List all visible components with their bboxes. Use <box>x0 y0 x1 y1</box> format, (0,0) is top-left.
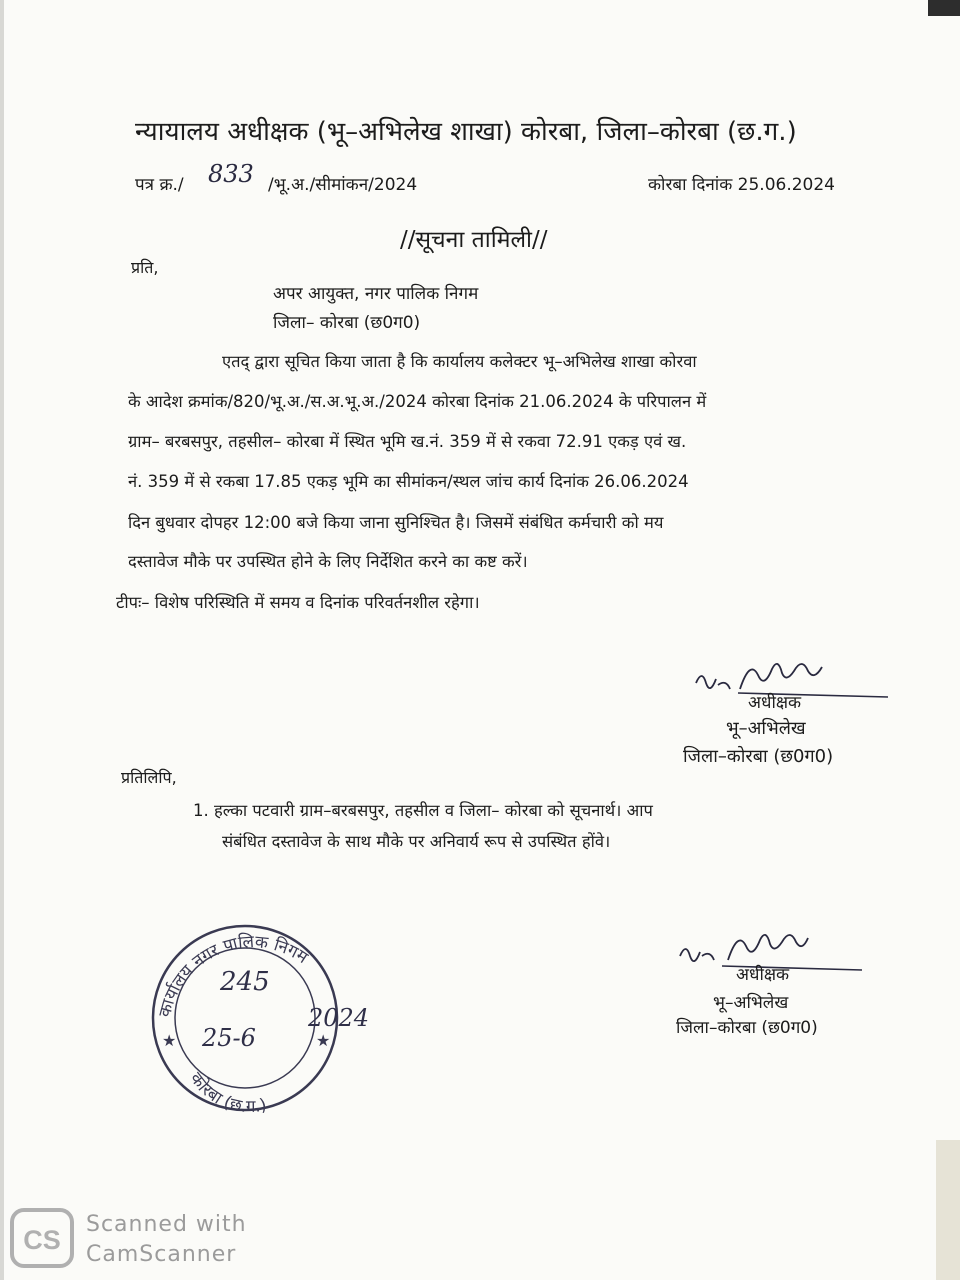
copy-to-line-2: संबंधित दस्तावेज के साथ मौके पर अनिवार्य रूप से उपस्थित होंवे। <box>222 832 611 851</box>
svg-text:कोरबा (छ.ग.): कोरबा (छ.ग.) <box>185 1068 269 1117</box>
copy-to-label: प्रतिलिपि, <box>121 768 177 787</box>
to-label: प्रति, <box>131 258 159 277</box>
note-line: टीपः– विशेष परिस्थिति में समय व दिनांक परिवर्तनशील रहेगा। <box>116 593 480 612</box>
office-heading: न्यायालय अधीक्षक (भू–अभिलेख शाखा) कोरबा, जिला–कोरबा (छ.ग.) <box>135 117 797 147</box>
scan-corner-shadow <box>928 0 960 16</box>
notice-title: //सूचना तामिली// <box>400 227 548 253</box>
signatory-district: जिला–कोरबा (छ0ग0) <box>683 746 834 767</box>
signatory-department: भू–अभिलेख <box>713 993 789 1013</box>
body-line: एतद् द्वारा सूचित किया जाता है कि कार्यालय कलेक्टर भू–अभिलेख शाखा कोरवा <box>222 352 697 371</box>
body-line: ग्राम– बरबसपुर, तहसील– कोरबा में स्थित भूमि ख.नं. 359 में से रकवा 72.91 एकड़ एवं ख. <box>128 432 687 451</box>
signatory-title: अधीक्षक <box>748 693 802 713</box>
svg-text:★: ★ <box>162 1031 177 1050</box>
body-line: के आदेश क्रमांक/820/भू.अ./स.अ.भू.अ./2024 कोरबा दिनांक 21.06.2024 के परिपालन में <box>128 392 707 411</box>
office-received-stamp <box>140 918 380 1118</box>
letter-ref-prefix: पत्र क्र./ <box>135 175 184 195</box>
svg-text:245: 245 <box>220 967 270 997</box>
signatory-title: अधीक्षक <box>736 965 790 985</box>
camscanner-logo-icon <box>10 1208 74 1268</box>
watermark-line-1: Scanned with <box>86 1212 247 1237</box>
svg-text:कार्यालय नगर पालिक निगम: कार्यालय नगर पालिक निगम <box>155 932 312 1020</box>
watermark-line-2: CamScanner <box>86 1242 237 1267</box>
signatory-district: जिला–कोरबा (छ0ग0) <box>676 1018 818 1038</box>
body-line: नं. 359 में से रकबा 17.85 एकड़ भूमि का सीमांकन/स्थल जांच कार्य दिनांक 26.06.2024 <box>128 472 689 491</box>
letter-ref-suffix: /भू.अ./सीमांकन/2024 <box>268 175 418 195</box>
svg-text:2024: 2024 <box>308 1004 370 1032</box>
addressee-line-2: जिला– कोरबा (छ0ग0) <box>273 313 421 333</box>
body-line: दस्तावेज मौके पर उपस्थित होने के लिए निर्देशित करने का कष्ट करें। <box>128 552 528 571</box>
addressee-line-1: अपर आयुक्त, नगर पालिक निगम <box>273 284 479 304</box>
watermark-text <box>86 1210 247 1270</box>
svg-text:25-6: 25-6 <box>202 1024 256 1052</box>
copy-to-line-1: 1. हल्का पटवारी ग्राम–बरबसपुर, तहसील व जिला– कोरबा को सूचनार्थ। आप <box>193 801 653 820</box>
letter-date: कोरबा दिनांक 25.06.2024 <box>648 175 835 195</box>
svg-text:★: ★ <box>316 1031 331 1050</box>
signatory-department: भू–अभिलेख <box>726 718 806 739</box>
letter-ref-number: 833 <box>208 160 254 188</box>
scan-underlying-paper <box>936 1140 960 1280</box>
svg-text:CS: CS <box>23 1225 61 1255</box>
body-line: दिन बुधवार दोपहर 12:00 बजे किया जाना सुनिश्चित है। जिसमें संबंधित कर्मचारी को मय <box>128 513 664 532</box>
scan-left-edge <box>0 0 4 1280</box>
